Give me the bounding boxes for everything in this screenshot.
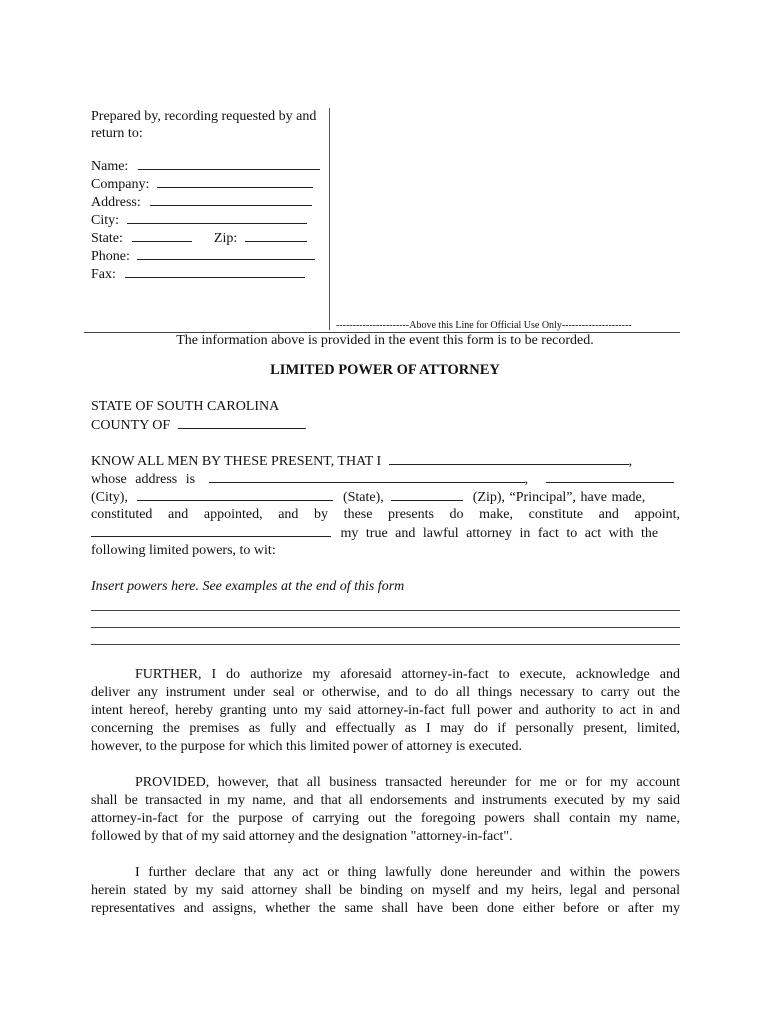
line2-comma: , — [524, 472, 529, 487]
paragraph-line: deliver any instrument under seal or otherwise, and to do all things necessary to carry out the — [91, 685, 680, 700]
county-field[interactable] — [178, 416, 306, 429]
fax-field[interactable] — [125, 265, 305, 278]
principal-address-field[interactable] — [209, 470, 525, 483]
further-paragraph — [91, 666, 680, 756]
paragraph-line: PROVIDED, however, that all business transacted hereunder for me or for my account — [135, 775, 680, 790]
name-field[interactable] — [138, 157, 320, 170]
principal-city-field[interactable] — [137, 488, 333, 501]
zip-field[interactable] — [245, 229, 307, 242]
body-line-6: following limited powers, to wit: — [91, 543, 276, 558]
body-line-4: constituted and appointed, and by these presents do make, constitute and appoint, — [91, 507, 680, 522]
address-field[interactable] — [150, 193, 312, 206]
attorney-name-field[interactable] — [91, 524, 331, 537]
state-label: State: — [91, 231, 123, 246]
city-row — [91, 211, 307, 229]
state-field[interactable] — [132, 229, 192, 242]
city-text: (City), — [91, 490, 128, 505]
paragraph-line: attorney-in-fact for the purpose of carrying out the foregoing powers shall contain my name, — [91, 811, 680, 826]
paragraph-line: however, to the purpose for which this limited power of attorney is executed. — [91, 739, 522, 754]
prepared-by-block — [91, 108, 316, 142]
powers-line-1[interactable] — [91, 610, 680, 611]
paragraph-line: FURTHER, I do authorize my aforesaid attorney-in-fact to execute, acknowledge and — [135, 667, 680, 682]
paragraph-line: I further declare that any act or thing lawfully done hereunder and within the powers — [135, 865, 680, 880]
principal-address-extra-field[interactable] — [546, 470, 674, 483]
phone-row — [91, 247, 315, 265]
recording-box-divider — [329, 108, 330, 330]
prepared-by-line2: return to: — [91, 126, 143, 141]
phone-label: Phone: — [91, 249, 130, 264]
powers-line-3[interactable] — [91, 644, 680, 645]
company-field[interactable] — [157, 175, 313, 188]
zip-principal-text: (Zip), “Principal”, have made, — [472, 490, 646, 505]
whose-address-text: whose address is — [91, 472, 196, 487]
body-line-1 — [91, 452, 632, 471]
phone-field[interactable] — [137, 247, 315, 260]
fax-label: Fax: — [91, 267, 116, 282]
state-line: STATE OF SOUTH CAROLINA — [91, 399, 280, 414]
county-label: COUNTY OF — [91, 418, 171, 433]
body-line-3 — [91, 488, 680, 507]
powers-line-2[interactable] — [91, 627, 680, 628]
fax-row — [91, 265, 305, 283]
true-lawful-text: my true and lawful attorney in fact to act with the — [340, 526, 659, 541]
paragraph-line: followed by that of my said attorney and the designation "attorney-in-fact". — [91, 829, 513, 844]
paragraph-line: representatives and assigns, whether the same shall have been done either before or after my — [91, 901, 680, 916]
name-row — [91, 157, 320, 175]
city-label: City: — [91, 213, 120, 228]
address-row — [91, 193, 312, 211]
principal-name-field[interactable] — [389, 452, 629, 465]
insert-powers-instruction: Insert powers here. See examples at the end of this form — [91, 579, 405, 594]
zip-label: Zip: — [213, 231, 238, 246]
document-title: LIMITED POWER OF ATTORNEY — [270, 362, 500, 378]
prepared-by-line1: Prepared by, recording requested by and — [91, 109, 317, 124]
principal-state-field[interactable] — [391, 488, 463, 501]
company-label: Company: — [91, 177, 150, 192]
county-row — [91, 416, 306, 435]
address-label: Address: — [91, 195, 141, 210]
official-use-note: ----------------------Above this Line for Official Use Only--------------------- — [336, 320, 632, 331]
body-line-2 — [91, 470, 680, 489]
provided-paragraph — [91, 774, 680, 846]
name-label: Name: — [91, 159, 129, 174]
paragraph-line: concerning the premises as fully and effectually as I may do if personally present, limited, — [91, 721, 680, 736]
company-row — [91, 175, 313, 193]
paragraph-line: shall be transacted in my name, and that all endorsements and instruments executed by my said — [91, 793, 680, 808]
state-zip-row — [91, 229, 307, 247]
state-text: (State), — [342, 490, 384, 505]
paragraph-line: intent hereof, hereby granting unto my said attorney-in-fact full power and authority to act in and — [91, 703, 680, 718]
line1-comma: , — [628, 454, 633, 469]
body-line-5 — [91, 524, 680, 543]
paragraph-line: herein stated by my said attorney shall be binding on myself and my heirs, legal and personal — [91, 883, 680, 898]
recording-info-note: The information above is provided in the event this form is to be recorded. — [176, 333, 594, 348]
know-all-men-text: KNOW ALL MEN BY THESE PRESENT, THAT I — [91, 454, 382, 469]
declare-paragraph — [91, 864, 680, 918]
city-field[interactable] — [127, 211, 307, 224]
